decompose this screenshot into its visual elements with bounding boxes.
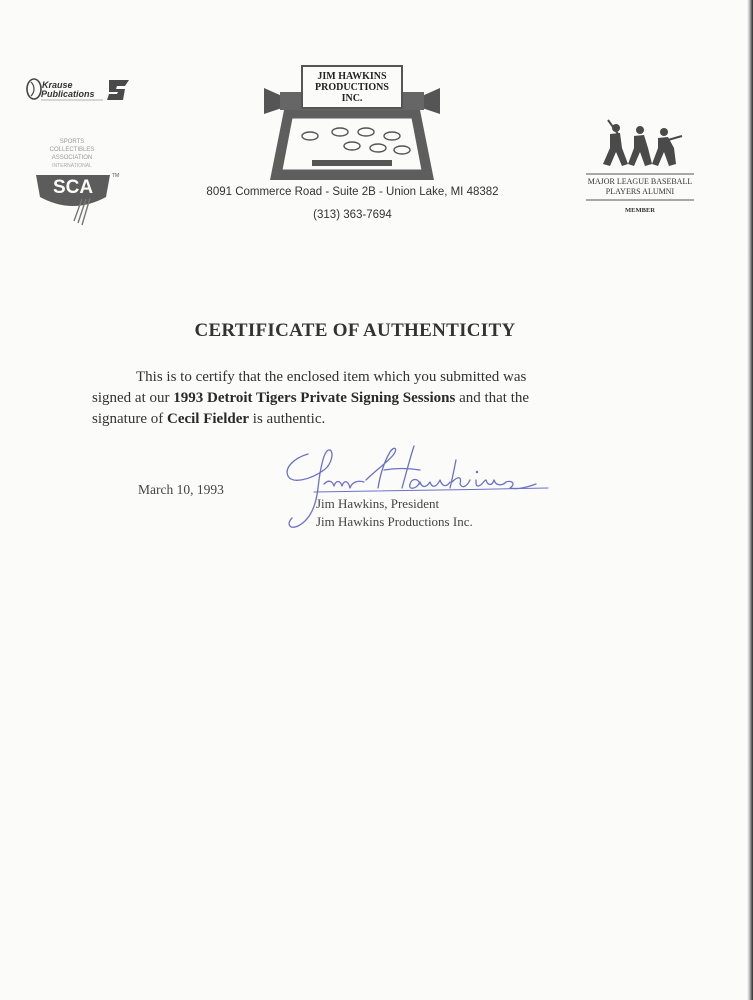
svg-text:COLLECTIBLES: COLLECTIBLES [49, 147, 95, 153]
signer-name: Jim Hawkins, President [316, 496, 440, 511]
svg-text:INTERNATIONAL: INTERNATIONAL [52, 163, 92, 169]
signer-block [316, 495, 473, 531]
body-line-2 [92, 388, 622, 409]
sca-logo [32, 135, 120, 227]
body-line-3 [92, 409, 622, 430]
body-line-1: This is to certify that the enclosed item which you submitted was [136, 369, 527, 385]
event-name: 1993 Detroit Tigers Private Signing Sessions [173, 390, 456, 406]
mlb-players-alumni-logo [582, 118, 698, 228]
svg-text:Krause: Krause [42, 80, 73, 90]
svg-text:MAJOR LEAGUE BASEBALL: MAJOR LEAGUE BASEBALL [587, 177, 693, 186]
svg-text:Publications: Publications [41, 89, 95, 99]
signer-company: Jim Hawkins Productions Inc. [316, 514, 473, 529]
page-edge [747, 0, 753, 1000]
body-line-2-suffix: and that the [455, 390, 530, 406]
certificate-title: CERTIFICATE OF AUTHENTICITY [194, 320, 516, 341]
krause-publications-logo [25, 76, 131, 102]
svg-text:SCA: SCA [52, 177, 94, 198]
body-line-2-prefix: signed at our [92, 390, 174, 406]
phone-number: (313) 363-7694 [313, 209, 392, 221]
svg-text:INC.: INC. [341, 93, 363, 104]
body-line-3-suffix: is authentic. [249, 411, 326, 427]
certificate-date: March 10, 1993 [138, 482, 224, 497]
svg-text:JIM HAWKINS: JIM HAWKINS [317, 71, 387, 82]
svg-text:PRODUCTIONS: PRODUCTIONS [315, 82, 389, 93]
svg-text:MEMBER: MEMBER [625, 207, 655, 214]
svg-text:TM: TM [112, 173, 120, 179]
address-line: 8091 Commerce Road - Suite 2B - Union Lake, MI 48382 [206, 186, 499, 198]
svg-text:ASSOCIATION: ASSOCIATION [51, 155, 93, 161]
player-name: Cecil Fielder [166, 411, 250, 427]
jim-hawkins-productions-logo [262, 62, 442, 184]
body-line-3-prefix: signature of [92, 411, 167, 427]
certificate-body [92, 367, 622, 430]
svg-text:SPORTS: SPORTS [59, 139, 85, 145]
svg-text:PLAYERS ALUMNI: PLAYERS ALUMNI [605, 187, 675, 196]
